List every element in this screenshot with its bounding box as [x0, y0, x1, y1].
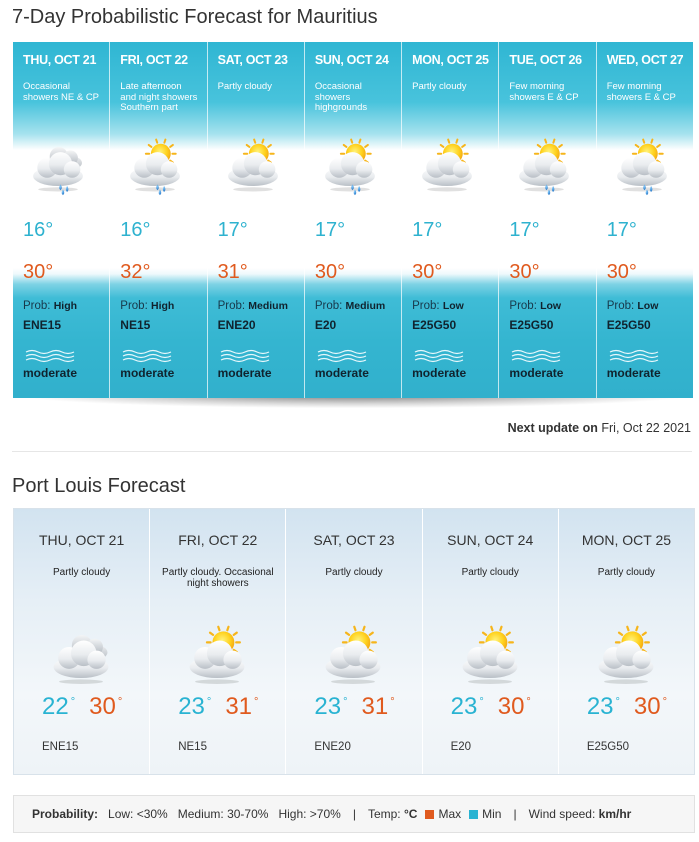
pl-day-column [150, 509, 286, 774]
forecast-title: 7-Day Probabilistic Forecast for Mauritius [12, 6, 378, 28]
next-update-label: Next update [507, 421, 580, 435]
day-column [13, 42, 110, 398]
min-temp: 17° [606, 219, 637, 241]
waves-icon [414, 349, 464, 363]
sun-cloud-rain-icon [315, 138, 385, 196]
sea-state: moderate [120, 366, 175, 380]
probability [23, 300, 77, 312]
legend-probability-label: Probability: [32, 807, 99, 821]
prob-label: Prob: [120, 300, 148, 312]
probability [607, 300, 659, 312]
min-temp: 17° [217, 219, 248, 241]
degree-symbol: ° [117, 696, 123, 708]
wind: E25G50 [606, 318, 651, 332]
pl-wind: E20 [450, 741, 472, 753]
pl-day-description: Partly cloudy [52, 567, 111, 578]
pl-wind: ENE20 [314, 741, 351, 753]
probability [218, 300, 288, 312]
waves-icon [609, 349, 659, 363]
prob-value: Low [540, 300, 562, 312]
pl-wind: NE15 [178, 741, 207, 753]
waves-icon [511, 349, 561, 363]
probability [120, 300, 174, 312]
prob-value: High [53, 300, 78, 312]
degree-symbol: ° [70, 696, 76, 708]
day-description: Partly cloudy [217, 81, 272, 92]
pl-day-description: Partly cloudy [461, 567, 519, 578]
day-column [402, 42, 499, 398]
prob-label: Prob: [606, 300, 635, 312]
pl-min-value: 23 [450, 693, 478, 720]
max-temp: 30° [606, 261, 637, 283]
partly-cloudy-icon [218, 138, 288, 196]
legend-min: Min [482, 807, 502, 821]
partly-cloudy-icon [587, 625, 665, 689]
pl-max-value: 31 [225, 693, 253, 720]
pl-day-date: MON, OCT 25 [581, 532, 672, 548]
day-date: SAT, OCT 23 [217, 53, 288, 67]
day-column [208, 42, 305, 398]
sun-cloud-rain-icon [607, 138, 677, 196]
pl-max-value: 30 [89, 693, 116, 720]
max-temp: 30° [412, 261, 443, 283]
day-date: WED, OCT 27 [606, 53, 684, 67]
next-update-on: on [582, 421, 598, 435]
probability [315, 300, 385, 312]
pl-min-temp [178, 693, 211, 720]
day-column [499, 42, 596, 398]
pl-min-temp [42, 693, 75, 720]
day-description: Late afternoon and night showers Southern part [120, 81, 198, 113]
pl-temps [451, 693, 531, 721]
pl-day-column [559, 509, 694, 774]
degree-symbol: ° [526, 696, 531, 708]
max-temp: 30° [314, 261, 346, 283]
pl-min-value: 23 [314, 693, 342, 720]
max-temp: 32° [120, 261, 151, 283]
day-column [305, 42, 402, 398]
pl-day-date: SUN, OCT 24 [447, 532, 534, 548]
degree-symbol: ° [615, 696, 620, 708]
pl-day-description: Partly cloudy [325, 567, 383, 578]
prob-value: Low [442, 300, 464, 312]
partly-cloudy-icon [314, 625, 392, 689]
probability [412, 300, 464, 312]
pl-min-temp [587, 693, 620, 720]
pl-min-value: 23 [178, 693, 205, 720]
max-temp: 30° [509, 261, 540, 283]
pl-max-value: 31 [361, 693, 389, 720]
prob-value: Low [637, 300, 659, 312]
min-temp: 17° [412, 219, 443, 241]
partly-cloudy-icon [178, 625, 256, 689]
pl-min-value: 23 [586, 693, 614, 720]
min-temp: 16° [23, 219, 54, 241]
pl-day-description: Partly cloudy. Occasional night showers [162, 567, 274, 589]
prob-label: Prob: [314, 300, 343, 312]
day-date: MON, OCT 25 [412, 53, 489, 67]
legend-separator: | [352, 807, 356, 821]
cloud-rain-icon [23, 138, 93, 196]
pl-min-temp [451, 693, 484, 720]
wind: ENE15 [23, 318, 62, 332]
next-update [508, 421, 691, 435]
min-temp: 17° [314, 219, 346, 241]
pl-max-temp [634, 693, 667, 720]
pl-day-column [423, 509, 559, 774]
pl-temps [178, 693, 258, 721]
prob-label: Prob: [23, 300, 51, 312]
waves-icon [317, 349, 367, 363]
degree-symbol: ° [254, 696, 259, 708]
degree-symbol: ° [479, 696, 484, 708]
pl-temps [587, 693, 667, 721]
pl-max-temp [225, 693, 258, 720]
pl-temps [42, 693, 122, 721]
degree-symbol: ° [390, 696, 395, 708]
pl-max-value: 30 [633, 693, 661, 720]
pl-day-column [286, 509, 422, 774]
max-temp: 31° [217, 261, 248, 283]
day-description: Few morning showers E & CP [606, 81, 676, 103]
seven-day-forecast [13, 42, 693, 398]
max-temp: 30° [23, 261, 54, 283]
sun-cloud-rain-icon [120, 138, 190, 196]
divider [12, 451, 692, 452]
legend [13, 795, 695, 833]
sun-cloud-rain-icon [509, 138, 579, 196]
legend-low: Low: <30% [108, 807, 168, 821]
max-swatch-icon [425, 810, 434, 819]
degree-symbol: ° [206, 696, 212, 708]
pl-min-temp [314, 693, 347, 720]
port-louis-forecast [13, 508, 695, 775]
day-description: Occasional showers highgrounds [314, 81, 368, 113]
day-date: THU, OCT 21 [23, 53, 97, 67]
prob-label: Prob: [412, 300, 440, 312]
waves-icon [220, 349, 270, 363]
pl-max-temp [89, 693, 122, 720]
pl-max-temp [498, 693, 531, 720]
day-date: TUE, OCT 26 [509, 53, 582, 67]
min-swatch-icon [469, 810, 478, 819]
legend-medium: Medium: 30-70% [177, 807, 269, 821]
sea-state: moderate [314, 366, 369, 380]
sea-state: moderate [412, 366, 467, 380]
legend-wind-unit: km/hr [598, 807, 632, 821]
degree-symbol: ° [343, 696, 348, 708]
wind: E25G50 [509, 318, 554, 332]
next-update-date: Fri, Oct 22 2021 [601, 421, 691, 435]
legend-temp-label: Temp: [367, 807, 401, 821]
day-date: SUN, OCT 24 [314, 53, 389, 67]
legend-wind-label: Wind speed: [528, 807, 596, 821]
cloudy-icon [42, 625, 120, 689]
degree-symbol: ° [662, 696, 668, 708]
sea-state: moderate [606, 366, 661, 380]
prob-label: Prob: [509, 300, 537, 312]
day-description: Occasional showers NE & CP [23, 81, 100, 103]
sea-state: moderate [217, 366, 272, 380]
pl-day-column [14, 509, 150, 774]
legend-temp-unit: °C [403, 807, 418, 821]
pl-max-value: 30 [497, 693, 525, 720]
wind: E25G50 [412, 318, 457, 332]
sea-state: moderate [509, 366, 564, 380]
prob-value: High [150, 300, 175, 312]
min-temp: 16° [120, 219, 151, 241]
probability [509, 300, 561, 312]
pl-wind: E25G50 [586, 741, 630, 753]
legend-high: High: >70% [278, 807, 341, 821]
prob-label: Prob: [217, 300, 246, 312]
day-description: Partly cloudy [412, 81, 467, 92]
pl-day-description: Partly cloudy [597, 567, 656, 578]
waves-icon [25, 349, 75, 363]
day-column [597, 42, 693, 398]
wind: ENE20 [217, 318, 256, 332]
prob-value: Medium [248, 300, 288, 312]
pl-day-date: THU, OCT 21 [38, 532, 125, 548]
day-date: FRI, OCT 22 [120, 53, 188, 67]
pl-wind: ENE15 [42, 741, 79, 753]
pl-day-date: SAT, OCT 23 [313, 532, 395, 548]
pl-max-temp [362, 693, 395, 720]
sea-state: moderate [23, 366, 78, 380]
day-description: Few morning showers E & CP [509, 81, 579, 103]
partly-cloudy-icon [451, 625, 529, 689]
port-louis-title: Port Louis Forecast [12, 475, 186, 497]
legend-separator: | [513, 807, 517, 821]
wind: E20 [314, 318, 337, 332]
waves-icon [122, 349, 172, 363]
legend-max: Max [438, 807, 462, 821]
prob-value: Medium [345, 300, 386, 312]
pl-min-value: 22 [42, 693, 69, 720]
wind: NE15 [120, 318, 151, 332]
partly-cloudy-icon [412, 138, 482, 196]
pl-temps [314, 693, 394, 721]
min-temp: 17° [509, 219, 540, 241]
pl-day-date: FRI, OCT 22 [178, 532, 258, 548]
day-column [110, 42, 207, 398]
